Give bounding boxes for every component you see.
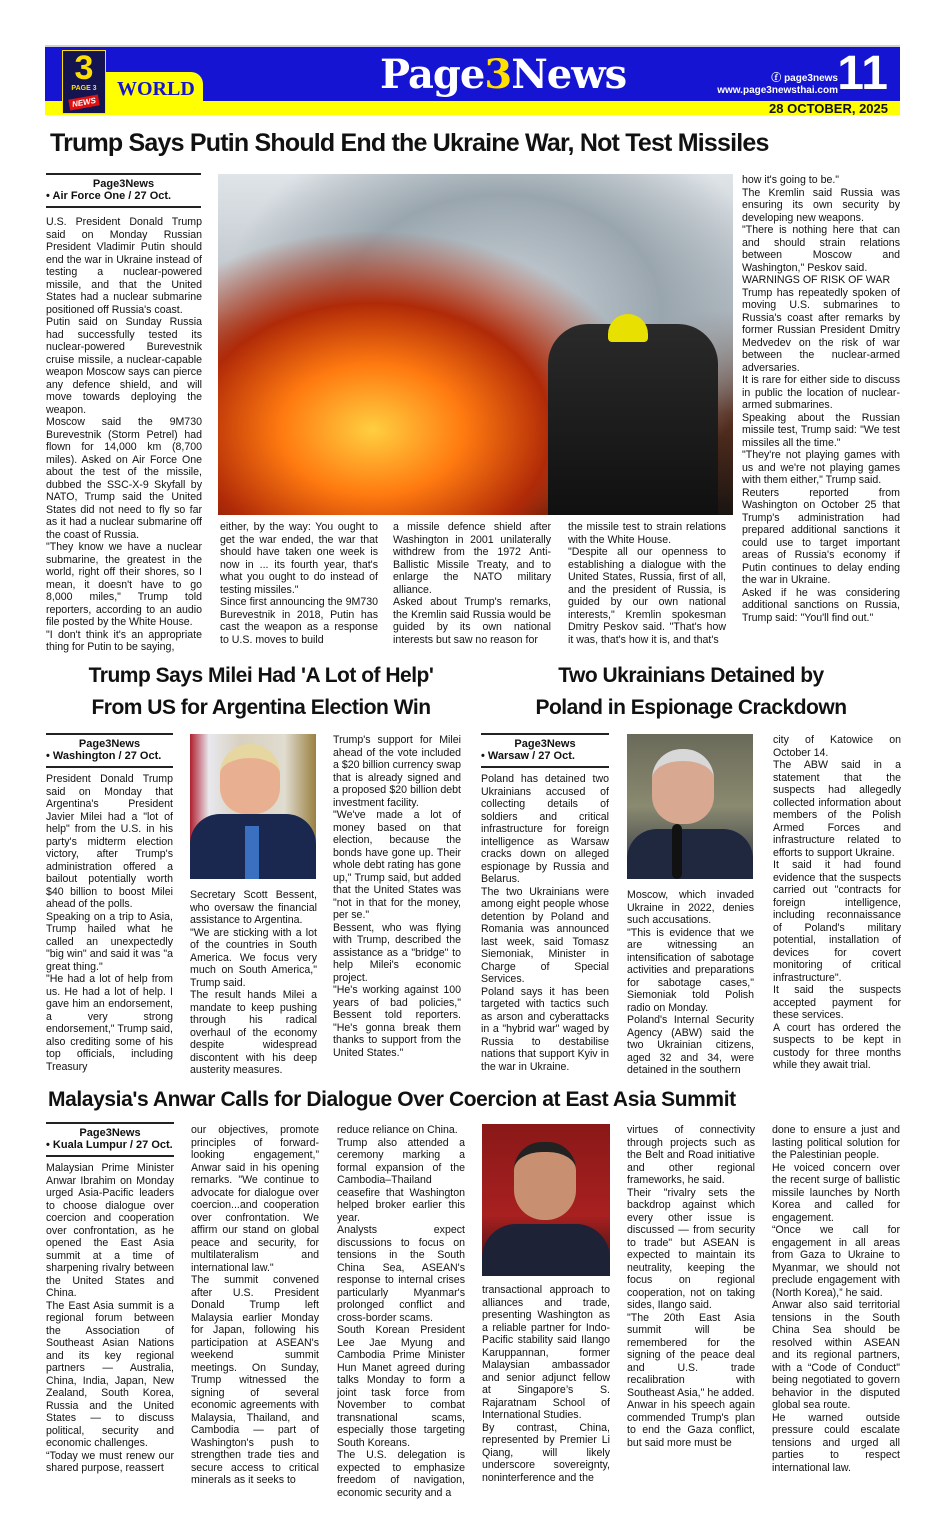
headline-poland-line1: Two Ukrainians Detained by — [558, 664, 824, 687]
article-paragraph: Anwar in his speech again commended Trump's plan to end the Gaza conflict, but said more must be — [627, 1399, 755, 1449]
website: www.page3newsthai.com — [717, 85, 838, 96]
article-paragraph: The summit convened after U.S. President Donald Trump left Malaysia earlier Monday for Japan, following his participation at ASEAN's weekend summit meetings. On Sunday, Trump witnessed the signing of several economic agreements with Malaysia, Thailand, and Cambodia — part of Washington's push to strengthen trade ties and secure access to critical minerals as it seeks to — [191, 1274, 319, 1486]
article-paragraph: Asked about Trump's remarks, the Kremlin said Russia would be guided by its own national interests but saw no reason for — [393, 596, 551, 646]
article-paragraph: city of Katowice on October 14. — [773, 734, 901, 759]
article-column — [46, 1162, 174, 1475]
article-paragraph: "He had a lot of help from us. He had a lot of help. I gave him an endorsement, a very strong endorsement," Trump said, also crediting some of his top officials, including Treasury — [46, 973, 173, 1073]
article-column — [772, 1124, 900, 1474]
page-number: 11 — [837, 47, 888, 100]
article-column — [46, 216, 202, 654]
siemoniak-photo — [627, 734, 753, 879]
article-paragraph: Asked if he was considering additional sanctions on Russia, Trump said: "You'll find out." — [742, 586, 900, 624]
article-paragraph: Reuters reported from Washington on October 25 that Trump's administration had prepared additional sanctions it could use to target important areas of Russia's economy if Putin continues to delay ending the war in Ukraine. — [742, 486, 900, 586]
byline-dateline: • Kuala Lumpur / 27 Oct. — [46, 1139, 173, 1151]
portrait-face — [514, 1142, 576, 1220]
facebook-icon: ⓕ — [771, 73, 785, 84]
article-paragraph: Bessent, who was flying with Trump, described the assistance as a "bridge" to help Milei's economic project. — [333, 921, 461, 984]
article-paragraph: reduce reliance on China. — [337, 1124, 458, 1136]
article-column — [773, 734, 901, 1072]
byline — [46, 733, 173, 768]
article-paragraph: “Today we must renew our shared purpose, reassert — [46, 1449, 174, 1474]
byline-source: Page3News — [92, 178, 155, 190]
article-paragraph: Their "rivalry sets the backdrop against which every other issue is discussed — from security to trade" but ASEAN is expected to maintain its neutrality, keeping the focus on regional cooperation, not on taking sides, Ilango said. — [627, 1186, 755, 1311]
article-paragraph: Putin said on Sunday Russia had successfully tested its nuclear-powered Burevestnik cruise missile, a nuclear-capable weapon Moscow says can pierce any defence shield, and will move towards deploying the weapon. — [46, 316, 202, 416]
article-paragraph: how it's going to be." — [742, 174, 840, 186]
article-paragraph: WARNINGS OF RISK OF WAR — [742, 274, 891, 286]
issue-date: 28 OCTOBER, 2025 — [769, 101, 888, 116]
portrait-suit — [627, 829, 753, 879]
article-paragraph: It said the suspects accepted payment for these services. — [773, 984, 901, 1021]
article-paragraph: "We are sticking with a lot of the countries in South America. We focus very much on South America," Trump said. — [190, 926, 317, 989]
article-column — [393, 521, 551, 646]
headline-milei-line2: From US for Argentina Election Win — [91, 696, 431, 719]
article-column — [220, 521, 378, 646]
article-paragraph: U.S. President Donald Trump said on Monday Russian President Vladimir Putin should end the war in Ukraine instead of testing a nuclear-powered missile, and that the United States had a nuclear submarine positioned off Russia's coast. — [46, 216, 202, 316]
byline — [46, 1122, 174, 1157]
byline-dateline: • Air Force One / 27 Oct. — [46, 190, 172, 202]
article-paragraph: Since first announcing the 9M730 Burevestnik in 2018, Putin has cast the weapon as a response to U.S. moves to build — [220, 596, 378, 646]
article-paragraph: our objectives, promote principles of forward-looking engagement,” Anwar said in his opening remarks. "We continue to advocate for dialogue over coercion...and cooperation over confrontation. We affirm our stand on global peace and security, for multilateralism and international law." — [191, 1124, 319, 1274]
portrait-tie — [245, 826, 259, 879]
byline-source: Page3News — [78, 738, 141, 750]
article-column — [568, 521, 726, 646]
article-paragraph: Trump also attended a ceremony marking a formal expansion of the Cambodia–Thailand ceasefire that Washington helped broker earlier this year. — [337, 1136, 465, 1224]
article-column — [481, 773, 609, 1073]
headline-milei-line1: Trump Says Milei Had 'A Lot of Help' — [88, 664, 434, 687]
article-paragraph: The result hands Milei a mandate to keep pushing through his radical overhaul of the economy despite widespread discontent with his deep austerity measures. — [190, 989, 317, 1076]
portrait-face — [652, 749, 714, 824]
logo-news: NEWS — [68, 94, 99, 110]
article-paragraph: transactional approach to alliances and trade, presenting Washington as a reliable partner for Indo-Pacific stability said Ilango Karuppannan, former Malaysian ambassador and senior adjunct fellow at Singapore’s S. Rajaratnam School of International Studies. — [482, 1284, 610, 1421]
article-paragraph: "They know we have a nuclear submarine, the greatest in the world, right off their shores, so I mean, it doesn't have to go 8,000 miles," Trump told reporters, according to an audio file posted by the White House. — [46, 541, 202, 628]
facebook-handle — [771, 69, 838, 84]
fire-rescue-photo — [218, 174, 733, 515]
firefighter-helmet — [608, 314, 648, 342]
article-column — [333, 734, 461, 1059]
article-paragraph: He warned outside pressure could escalate tensions and urged all parties to respect international law. — [772, 1411, 900, 1474]
article-column — [482, 1284, 610, 1484]
masthead — [45, 45, 900, 115]
article-column — [742, 174, 900, 624]
article-paragraph: President Donald Trump said on Monday that Argentina's President Javier Milei had a "lot of help" from the U.S. in his party's midterm election victory, after Trump's administration offered a bailout potentially worth $40 billion to boost Milei ahead of the polls. — [46, 773, 173, 910]
article-paragraph: virtues of connectivity through projects such as the Belt and Road initiative and other regional frameworks, he said. — [627, 1124, 755, 1186]
byline — [481, 733, 609, 768]
article-paragraph: Anwar also said territorial tensions in the South China Sea should be resolved within ASEAN and its regional partners, with a “Code of Conduct" being negotiated to govern behavior in the disputed global sea route. — [772, 1299, 900, 1411]
brand-pre: Page — [380, 51, 485, 98]
microphone — [672, 824, 682, 879]
portrait-face — [220, 744, 280, 814]
article-paragraph: a missile defence shield after Washington in 2001 unilaterally withdrew from the 1972 Anti-Ballistic Missile Treaty, and to enlarge the NATO military alliance. — [393, 521, 551, 596]
brand-title — [380, 51, 626, 98]
headline-poland-line2: Poland in Espionage Crackdown — [535, 696, 847, 719]
page3-logo — [62, 50, 106, 114]
firefighters-silhouette — [548, 324, 718, 515]
article-paragraph: done to ensure a just and lasting political solution for the Palestinian people. — [772, 1124, 900, 1161]
byline-source: Page3News — [79, 1127, 141, 1139]
article-paragraph: Malaysian Prime Minister Anwar Ibrahim on Monday urged Asia-Pacific leaders to choose dialogue over coercion and cooperation over confrontation, as he opened the East Asia summit at a time of sharpening rivalry between the United States and China. — [46, 1162, 174, 1299]
article-paragraph: South Korean President Lee Jae Myung and Cambodia Prime Minister Hun Manet agreed during talks Monday to form a joint task force from November to combat transnational scams, especially those targeting South Koreans. — [337, 1324, 465, 1449]
article-paragraph: "Despite all our openness to establishing a dialogue with the United States, Russia, first of all, and the president of Russia, is guided by our own national interests," Kremlin spokesman Dmitry Peskov said. "That's how it was, that's how it is, and that's — [568, 546, 726, 646]
article-paragraph: It said it had found evidence that the suspects carried out "contracts for foreign intelligence, including reconnaissance of Poland's military potential, installation of devices for covert monitoring of critical infrastructure". — [773, 859, 901, 984]
article-paragraph: The ABW said in a statement that the suspects had allegedly collected information about members of the Polish Armed Forces and infrastructure related to efforts to support Ukraine. — [773, 759, 901, 859]
article-paragraph: Moscow, which invaded Ukraine in 2022, denies such accusations. — [627, 889, 754, 926]
article-paragraph: "They're not playing games with us and we're not playing games with them either," Trump said. — [742, 449, 900, 486]
byline — [46, 173, 201, 208]
anwar-photo — [482, 1124, 610, 1276]
article-paragraph: Speaking about the Russian missile test, Trump said: "We test missiles all the time." — [742, 411, 900, 449]
article-paragraph: Speaking on a trip to Asia, Trump hailed what he called an unexpectedly "big win" and said it was "a great thing." — [46, 910, 173, 973]
article-paragraph: "This is evidence that we are witnessing an intensification of sabotage activities and preparations for sabotage cases," Siemoniak told Polish radio on Monday. — [627, 926, 754, 1014]
article-paragraph: Analysts expect discussions to focus on tensions in the South China Sea, ASEAN's response to internal crises particularly Myanmar's prolonged conflict and cross-border scams. — [337, 1224, 465, 1324]
article-paragraph: He voiced concern over the recent surge of ballistic missile launches by North Korea and called for engagement. — [772, 1161, 900, 1224]
article-paragraph: The two Ukrainians were among eight people whose detention by Poland and Romania was announced last week, said Tomasz Siemoniak, Minister in Charge of Special Services. — [481, 885, 609, 985]
article-paragraph: "There is nothing here that can and should strain relations between Moscow and Washington," Peskov said. — [742, 224, 900, 274]
article-paragraph: Moscow said the 9M730 Burevestnik (Storm Petrel) had flown for 14,000 km (8,700 miles). Asked on Air Force One about the test of the missile, dubbed the SSC-X-9 Skyfall by NATO, Trump said the United States did not need to fly so far as it had a nuclear submarine off the coast of Russia. — [46, 416, 202, 541]
article-paragraph: Trump has repeatedly spoken of moving U.S. submarines to Russia's coast after remarks by former Russian President Dmitry Medvedev on the risk of war between the nuclear-armed adversaries. — [742, 286, 900, 374]
article-column — [46, 773, 173, 1073]
article-column — [191, 1124, 319, 1487]
headline-putin: Trump Says Putin Should End the Ukraine War, Not Test Missiles — [50, 129, 769, 157]
byline-dateline: • Washington / 27 Oct. — [46, 750, 162, 762]
article-paragraph: The Kremlin said Russia was ensuring its own security by developing new weapons. — [742, 186, 900, 224]
article-paragraph: Poland's Internal Security Agency (ABW) said the two Ukrainian citizens, aged 32 and 34, were detained in the southern — [627, 1014, 754, 1076]
brand-post: News — [511, 51, 627, 98]
logo-page: PAGE 3 — [71, 85, 97, 92]
article-paragraph: It is rare for either side to discuss in public the location of nuclear-armed submarines. — [742, 374, 900, 411]
facebook-text: page3news — [784, 73, 838, 84]
headline-anwar: Malaysia's Anwar Calls for Dialogue Over Coercion at East Asia Summit — [48, 1088, 736, 1111]
article-paragraph: "He's working against 100 years of bad policies," Bessent told reporters. "He's gonna break them thanks to support from the United States." — [333, 984, 461, 1059]
brand-three: 3 — [484, 51, 512, 98]
article-paragraph: either, by the way: You ought to get the war ended, the war that should have taken one week is now in ... its fourth year, that's what you ought to do instead of testing missiles." — [220, 521, 378, 596]
article-paragraph: By contrast, China, represented by Premier Li Qiang, will likely underscore sovereignty, noninterference and the — [482, 1421, 610, 1484]
section-label: WORLD — [117, 78, 195, 100]
article-paragraph: Trump's support for Milei ahead of the vote included a $20 billion currency swap that is already signed and a proposed $20 billion debt investment facility. — [333, 734, 461, 809]
article-paragraph: A court has ordered the suspects to be kept in custody for three months while they await trial. — [773, 1021, 901, 1071]
article-paragraph: The East Asia summit is a regional forum between the Association of Southeast Asian Nations and its key regional partners — Australia, China, India, Japan, New Zealand, South Korea, Russia and the United States — to discuss political, security and economic challenges. — [46, 1299, 174, 1449]
article-paragraph: Poland says it has been targeted with tactics such as arson and cyberattacks in a "hybrid war" waged by Russia to destabilise nations that support Kyiv in the war in Ukraine. — [481, 985, 609, 1073]
article-column — [337, 1124, 465, 1499]
article-column — [627, 889, 754, 1077]
article-paragraph: “Once we call for engagement in all areas from Gaza to Ukraine to Myanmar, we should not preclude engagement with (North Korea),” he said. — [772, 1224, 900, 1299]
article-paragraph: The U.S. delegation is expected to emphasize freedom of navigation, economic security and a — [337, 1449, 465, 1499]
article-paragraph: "I don't think it's an appropriate thing for Putin to be saying, — [46, 628, 202, 653]
article-paragraph: the missile test to strain relations with the White House. — [568, 521, 726, 546]
logo-number: 3 — [74, 49, 94, 87]
article-paragraph: Poland has detained two Ukrainians accused of collecting details of soldiers and critical infrastructure for foreign intelligence as Warsaw cracks down on alleged espionage by Russia and Belarus. — [481, 773, 609, 885]
article-column — [627, 1124, 755, 1449]
portrait-suit — [482, 1224, 610, 1276]
article-paragraph: "The 20th East Asia summit will be remembered for the signing of the peace deal and U.S. trade recalibration with Southeast Asia," he added. — [627, 1311, 755, 1399]
trump-portrait-photo — [190, 734, 316, 879]
article-column — [190, 889, 317, 1077]
article-paragraph: Secretary Scott Bessent, who oversaw the financial assistance to Argentina. — [190, 889, 317, 926]
article-paragraph: "We've made a lot of money based on that election, because the bonds have gone up. Their whole debt rating has gone up," Trump said, but added that the United States was "not in that for the money, per se." — [333, 809, 461, 921]
byline-dateline: • Warsaw / 27 Oct. — [481, 750, 575, 762]
byline-source: Page3News — [514, 738, 576, 750]
